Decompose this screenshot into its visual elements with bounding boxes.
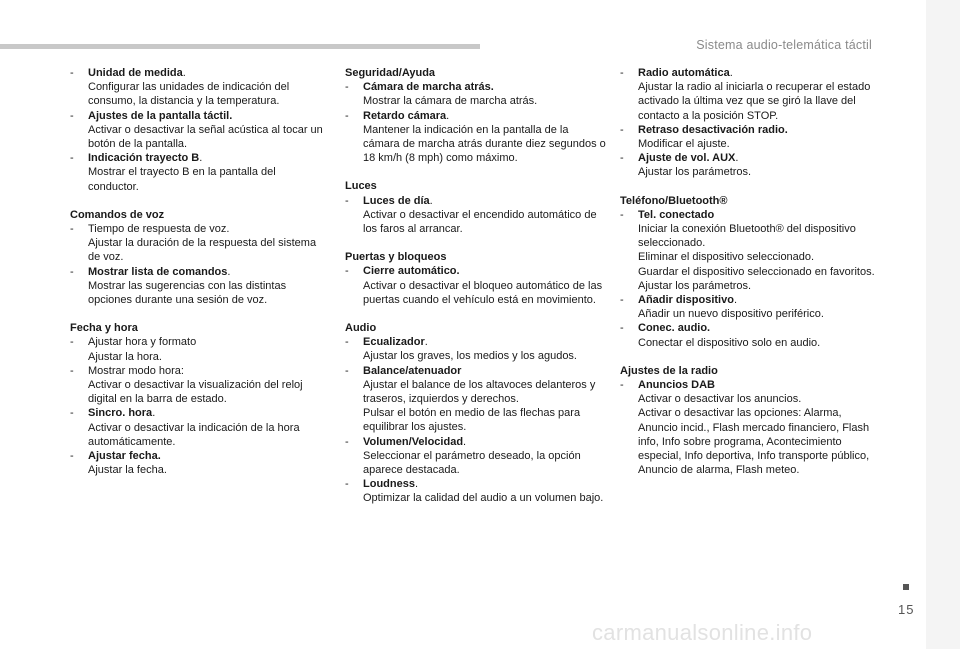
- item-heading: [638, 123, 882, 137]
- section-title: Luces: [345, 180, 377, 193]
- item-label-suffix: .: [463, 435, 467, 448]
- list-item: [345, 80, 607, 108]
- item-label: Conec. audio.: [638, 322, 711, 335]
- section-title: Ajustes de la radio: [620, 364, 718, 377]
- item-label: Balance/atenuador: [363, 364, 462, 377]
- item-description: Mostrar el trayecto B en la pantalla del conductor.: [88, 166, 276, 193]
- bullet-dash: -: [345, 194, 349, 207]
- item-description: Ajustar la fecha.: [88, 464, 167, 477]
- item-heading: [88, 364, 328, 378]
- list-item: [345, 335, 607, 363]
- list-item: [70, 364, 328, 407]
- section: [345, 321, 607, 506]
- item-description: Ajustar los graves, los medios y los agudos.: [363, 350, 577, 363]
- bullet-dash: -: [345, 364, 349, 377]
- item-label: Sincro. hora: [88, 407, 153, 420]
- bullet-dash: -: [70, 152, 74, 165]
- item-heading: [363, 477, 607, 491]
- page-number: 15: [898, 602, 915, 617]
- bullet-dash: -: [620, 294, 624, 307]
- section-title: Comandos de voz: [70, 208, 165, 221]
- bullet-dash: -: [345, 478, 349, 491]
- list-item: [70, 335, 328, 363]
- item-heading: [638, 321, 882, 335]
- list-item: [70, 449, 328, 477]
- bullet-dash: -: [345, 109, 349, 122]
- item-heading: [363, 194, 607, 208]
- side-band: [926, 0, 960, 649]
- bullet-dash: -: [70, 364, 74, 377]
- item-heading: [363, 264, 607, 278]
- column-2: [345, 66, 607, 520]
- item-label-suffix: .: [227, 265, 231, 278]
- section: [345, 179, 607, 236]
- item-label-suffix: .: [446, 109, 450, 122]
- item-label-suffix: .: [424, 336, 428, 349]
- item-description: Activar o desactivar el bloqueo automático de las puertas cuando el vehículo está en movimiento.: [363, 279, 603, 306]
- list-item: [70, 406, 328, 449]
- item-text: Mostrar modo hora:: [88, 364, 184, 377]
- item-description: Pulsar el botón en medio de las flechas para equilibrar los ajustes.: [363, 407, 581, 434]
- bullet-dash: -: [620, 67, 624, 79]
- item-heading: [638, 208, 882, 222]
- list-item: [620, 208, 882, 293]
- item-label: Cámara de marcha atrás.: [363, 81, 494, 94]
- item-label: Retardo cámara: [363, 109, 447, 122]
- bullet-dash: -: [620, 322, 624, 335]
- item-description: Activar o desactivar las opciones: Alarma, Anuncio incid., Flash mercado financiero, Flash info, Info sobre programa, Acontecimiento especial, Info deportiva, Info transporte público, Anuncio de alarma, Flash meteo.: [638, 407, 870, 477]
- item-heading: [88, 66, 328, 80]
- section-title: Teléfono/Bluetooth®: [620, 194, 728, 207]
- item-description: Iniciar la conexión Bluetooth® del dispositivo seleccionado.: [638, 223, 856, 250]
- item-label: Ajustar fecha.: [88, 450, 161, 463]
- bullet-dash: -: [70, 265, 74, 278]
- item-label: Radio automática: [638, 67, 730, 79]
- item-label-suffix: .: [414, 478, 419, 491]
- item-label: Cierre automático.: [363, 265, 460, 278]
- item-heading: [638, 378, 882, 392]
- section: [620, 66, 882, 180]
- item-text: Tiempo de respuesta de voz.: [88, 223, 230, 236]
- list-item: [345, 194, 607, 237]
- item-label-suffix: .: [729, 67, 733, 79]
- item-heading: [363, 109, 607, 123]
- list-item: [620, 378, 882, 477]
- item-description: Conectar el dispositivo solo en audio.: [638, 336, 821, 349]
- item-heading: [88, 109, 328, 123]
- item-description: Ajustar la radio al iniciarla o recuperar el estado activado la última vez que se giró la llave del contacto a la posición STOP.: [638, 81, 871, 122]
- item-label: Volumen/Velocidad: [363, 435, 464, 448]
- section: [620, 364, 882, 478]
- list-item: [345, 109, 607, 166]
- section-title: Fecha y hora: [70, 322, 138, 335]
- item-heading: [638, 66, 882, 80]
- item-heading: [88, 406, 328, 420]
- item-label: Tel. conectado: [638, 208, 715, 221]
- bullet-dash: -: [70, 407, 74, 420]
- section: [345, 66, 607, 165]
- item-description: Activar o desactivar el encendido automático de los faros al arrancar.: [363, 208, 597, 236]
- section: [620, 194, 882, 350]
- bullet-dash: -: [620, 208, 624, 221]
- list-item: [70, 151, 328, 194]
- item-heading: [363, 364, 607, 378]
- bullet-dash: -: [345, 435, 349, 448]
- list-item: [620, 151, 882, 179]
- item-text: Ajustar hora y formato: [88, 336, 197, 349]
- bullet-dash: -: [620, 379, 624, 392]
- watermark: carmanualsonline.info: [592, 620, 813, 645]
- item-label: Ajustes de la pantalla táctil.: [88, 109, 233, 122]
- item-description: Mostrar la cámara de marcha atrás.: [363, 95, 538, 108]
- list-item: [70, 109, 328, 152]
- bullet-dash: -: [70, 336, 74, 349]
- item-label-suffix: .: [429, 194, 433, 207]
- item-label: Unidad de medida: [88, 67, 183, 79]
- list-item: [70, 265, 328, 308]
- item-description: Ajustar los parámetros.: [638, 279, 752, 292]
- list-item: [70, 222, 328, 265]
- item-label: Ajuste de vol. AUX: [638, 152, 736, 165]
- item-heading: [363, 80, 607, 94]
- item-label: Ecualizador: [363, 336, 425, 349]
- list-item: [70, 66, 328, 109]
- item-heading: [638, 293, 882, 307]
- section-title: Puertas y bloqueos: [345, 251, 447, 264]
- bullet-dash: -: [70, 450, 74, 463]
- item-label-suffix: .: [199, 152, 203, 165]
- item-description: Ajustar la hora.: [88, 350, 162, 363]
- item-heading: [88, 265, 328, 279]
- item-heading: [88, 335, 328, 349]
- bullet-dash: -: [620, 152, 624, 165]
- item-description: Ajustar la duración de la respuesta del sistema de voz.: [88, 237, 317, 264]
- section: [345, 250, 607, 307]
- item-description: Añadir un nuevo dispositivo periférico.: [638, 308, 824, 321]
- item-label: Mostrar lista de comandos: [88, 265, 228, 278]
- section: [70, 208, 328, 307]
- list-item: [345, 264, 607, 307]
- column-3: [620, 66, 882, 491]
- section-title: Audio: [345, 322, 377, 335]
- bullet-dash: -: [345, 336, 349, 349]
- item-label: Luces de día: [363, 194, 430, 207]
- bullet-dash: -: [70, 223, 74, 236]
- item-label-suffix: .: [152, 407, 156, 420]
- item-description: Activar o desactivar la indicación de la hora automáticamente.: [88, 421, 300, 448]
- page-header-title: Sistema audio-telemática táctil: [696, 38, 872, 52]
- bullet-dash: -: [70, 109, 74, 122]
- item-heading: [88, 222, 328, 236]
- item-heading: [363, 335, 607, 349]
- item-description: Ajustar el balance de los altavoces delanteros y traseros, izquierdos y derechos.: [363, 378, 596, 406]
- item-label: Loudness: [363, 478, 415, 491]
- header-rule: [0, 44, 480, 49]
- bullet-dash: -: [620, 123, 624, 136]
- list-item: [345, 364, 607, 435]
- item-label-suffix: .: [735, 152, 739, 165]
- section: [70, 321, 328, 477]
- list-item: [345, 435, 607, 478]
- item-description: Optimizar la calidad del audio a un volumen bajo.: [363, 492, 604, 505]
- item-label: Añadir dispositivo: [638, 294, 734, 307]
- item-heading: [88, 151, 328, 165]
- item-description: Guardar el dispositivo seleccionado en favoritos.: [638, 265, 875, 278]
- item-heading: [638, 151, 882, 165]
- item-label-suffix: .: [733, 294, 738, 307]
- bullet-dash: -: [70, 67, 74, 79]
- item-label: Retraso desactivación radio.: [638, 123, 788, 136]
- item-description: Activar o desactivar los anuncios.: [638, 393, 802, 406]
- item-description: Modificar el ajuste.: [638, 138, 730, 151]
- item-description: Mostrar las sugerencias con las distintas opciones durante una sesión de voz.: [88, 279, 287, 307]
- item-description: Seleccionar el parámetro deseado, la opción aparece destacada.: [363, 449, 581, 477]
- end-of-section-marker: [903, 584, 909, 590]
- bullet-dash: -: [345, 265, 349, 278]
- item-label: Indicación trayecto B: [88, 152, 200, 165]
- column-1: [70, 66, 328, 491]
- list-item: [620, 123, 882, 151]
- item-heading: [88, 449, 328, 463]
- item-label: Anuncios DAB: [638, 379, 715, 392]
- item-description: Activar o desactivar la señal acústica al tocar un botón de la pantalla.: [88, 123, 323, 151]
- list-item: [620, 321, 882, 349]
- section-title: Seguridad/Ayuda: [345, 67, 436, 79]
- item-description: Activar o desactivar la visualización del reloj digital en la barra de estado.: [88, 379, 303, 406]
- item-description: Configurar las unidades de indicación del consumo, la distancia y la temperatura.: [88, 81, 290, 108]
- list-item: [620, 293, 882, 321]
- item-description: Mantener la indicación en la pantalla de la cámara de marcha atrás durante diez segundos o 18 km/h (8 mph) como máximo.: [363, 123, 606, 165]
- item-description: Ajustar los parámetros.: [638, 166, 752, 179]
- bullet-dash: -: [345, 81, 349, 94]
- item-description: Eliminar el dispositivo seleccionado.: [638, 251, 815, 264]
- list-item: [345, 477, 607, 505]
- item-label-suffix: .: [182, 67, 186, 79]
- list-item: [620, 66, 882, 123]
- item-heading: [363, 435, 607, 449]
- section: [70, 66, 328, 194]
